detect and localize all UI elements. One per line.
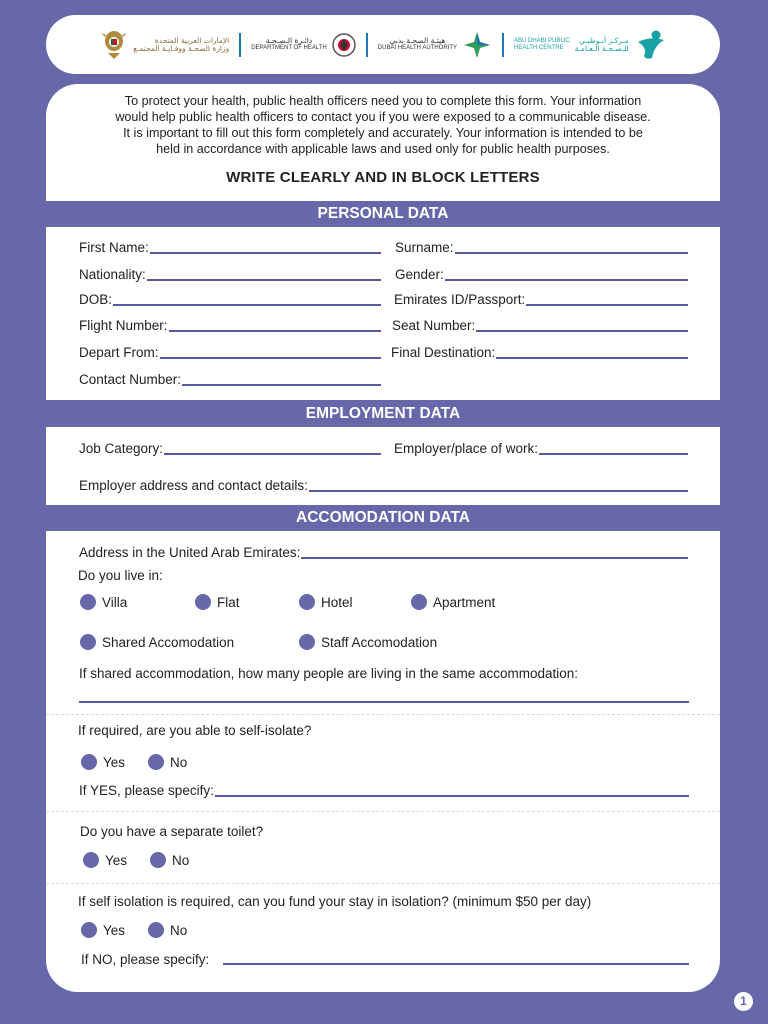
option-label: Flat (217, 594, 240, 610)
if-yes-specify-field[interactable] (79, 780, 689, 798)
job-category-label: Job Category: (79, 441, 164, 456)
logo-divider (502, 33, 504, 57)
option-staff-accommodation[interactable] (299, 634, 437, 650)
dha-logo (378, 30, 492, 60)
moh-arabic-line2: وزارة الصحـة ووقـايـة المجتمـع (133, 43, 230, 53)
option-label: No (170, 754, 188, 770)
doh-arabic: دائـرة الـصـحـة (265, 36, 313, 46)
radio-icon[interactable] (83, 852, 99, 868)
contact-number-field[interactable] (79, 369, 381, 387)
option-label: Yes (105, 852, 128, 868)
employment-data-header: EMPLOYMENT DATA (46, 400, 720, 427)
flight-number-label: Flight Number: (79, 318, 168, 333)
shared-count-question: If shared accommodation, how many people are living in the same accommodation: (79, 666, 579, 681)
moh-arabic-line1: الإمارات العربية المتحدة (154, 35, 230, 45)
if-no-specify-input-line[interactable] (223, 963, 689, 965)
first-name-field[interactable] (79, 237, 381, 255)
radio-icon[interactable] (80, 634, 96, 650)
doh-seal-icon (332, 32, 356, 58)
radio-icon[interactable] (299, 594, 315, 610)
seat-number-field[interactable] (392, 315, 688, 333)
isolate-yes-option[interactable] (81, 754, 125, 770)
gender-label: Gender: (395, 267, 444, 282)
dob-label: DOB: (79, 292, 113, 307)
employer-address-field[interactable] (79, 475, 688, 493)
radio-icon[interactable] (148, 754, 164, 770)
radio-icon[interactable] (80, 594, 96, 610)
depart-from-field[interactable] (79, 342, 381, 360)
fund-isolation-question: If self isolation is required, can you fund your stay in isolation? (minimum $50 per day) (78, 894, 592, 909)
live-in-question: Do you live in: (78, 568, 163, 583)
option-label: Apartment (433, 594, 496, 610)
intro-line: would help public health officers to contact you if you were exposed to a communicable disease. (115, 110, 651, 124)
if-yes-specify-input-line[interactable] (215, 783, 689, 797)
seat-number-input-line[interactable] (476, 318, 688, 332)
option-label: Shared Accomodation (102, 634, 235, 650)
radio-icon[interactable] (148, 922, 164, 938)
separate-toilet-question: Do you have a separate toilet? (80, 824, 264, 839)
option-label: Villa (102, 594, 128, 610)
gender-field[interactable] (395, 264, 688, 282)
dob-input-line[interactable] (113, 292, 381, 306)
option-label: Staff Accomodation (321, 634, 438, 650)
emirates-id-field[interactable] (394, 289, 688, 307)
radio-icon[interactable] (81, 754, 97, 770)
contact-number-input-line[interactable] (182, 372, 381, 386)
final-destination-input-line[interactable] (496, 345, 688, 359)
intro-line: held in accordance with applicable laws and used only for public health purposes. (156, 142, 610, 156)
job-category-field[interactable] (79, 438, 381, 456)
moh-logo (100, 29, 229, 61)
page-number: 1 (734, 992, 753, 1011)
block-letters-instruction: WRITE CLEARLY AND IN BLOCK LETTERS (226, 169, 540, 186)
seat-number-label: Seat Number: (392, 318, 476, 333)
first-name-label: First Name: (79, 240, 149, 255)
uae-emblem-icon (100, 29, 128, 61)
form-card (46, 84, 720, 992)
employer-label: Employer/place of work: (394, 441, 539, 456)
radio-icon[interactable] (150, 852, 166, 868)
employer-address-label: Employer address and contact details: (79, 478, 308, 493)
self-isolate-question: If required, are you able to self-isolate? (78, 723, 312, 738)
if-no-specify-label: If NO, please specify: (81, 952, 210, 967)
intro-line: It is important to fill out this form completely and accurately. Your information is intended to be (123, 126, 643, 140)
contact-number-label: Contact Number: (79, 372, 182, 387)
emirates-id-label: Emirates ID/Passport: (394, 292, 526, 307)
dha-english: DUBAI HEALTH AUTHORITY (377, 45, 458, 52)
adphc-arabic-line1: مـركـز أبـوظبـي (579, 35, 629, 45)
radio-icon[interactable] (299, 634, 315, 650)
option-hotel[interactable] (299, 594, 353, 610)
accommodation-data-header: ACCOMODATION DATA (46, 505, 720, 531)
fund-yes-option[interactable] (81, 922, 125, 938)
adphc-figure-icon (634, 28, 666, 62)
uae-address-input-line[interactable] (301, 545, 688, 559)
option-label: No (170, 922, 188, 938)
nationality-field[interactable] (79, 264, 381, 282)
option-label: No (172, 852, 190, 868)
logo-divider (239, 33, 241, 57)
adphc-logo (514, 28, 666, 62)
toilet-yes-option[interactable] (83, 852, 127, 868)
if-yes-specify-label: If YES, please specify: (79, 783, 214, 798)
option-label: Yes (103, 754, 126, 770)
shared-count-input-line[interactable] (79, 701, 689, 703)
surname-field[interactable] (395, 237, 688, 255)
flight-number-field[interactable] (79, 315, 381, 333)
surname-input-line[interactable] (455, 240, 688, 254)
option-label: Hotel (321, 594, 353, 610)
nationality-input-line[interactable] (147, 267, 381, 281)
doh-logo (251, 32, 356, 58)
employer-address-input-line[interactable] (309, 478, 688, 492)
surname-label: Surname: (395, 240, 454, 255)
employer-field[interactable] (394, 438, 688, 456)
personal-data-header: PERSONAL DATA (46, 201, 720, 227)
final-destination-label: Final Destination: (391, 345, 496, 360)
gender-input-line[interactable] (445, 267, 688, 281)
option-flat[interactable] (195, 594, 240, 610)
logo-header (46, 15, 720, 74)
adphc-arabic-line2: للـصـحـة الـعـامـة (574, 43, 629, 53)
radio-icon[interactable] (195, 594, 211, 610)
option-label: Yes (103, 922, 126, 938)
radio-icon[interactable] (81, 922, 97, 938)
logo-divider (366, 33, 368, 57)
flight-number-input-line[interactable] (169, 318, 381, 332)
nationality-label: Nationality: (79, 267, 146, 282)
adphc-english-line2: HEALTH CENTRE (514, 44, 564, 51)
doh-english: DEPARTMENT OF HEALTH (251, 45, 327, 52)
dob-field[interactable] (79, 289, 381, 307)
radio-icon[interactable] (411, 594, 427, 610)
first-name-input-line[interactable] (150, 240, 381, 254)
depart-from-label: Depart From: (79, 345, 159, 360)
option-villa[interactable] (80, 594, 127, 610)
emirates-id-input-line[interactable] (526, 292, 688, 306)
uae-address-field[interactable] (79, 542, 688, 560)
section-divider (46, 811, 720, 812)
section-divider (46, 883, 720, 884)
isolate-no-option[interactable] (148, 754, 187, 770)
adphc-english-line1: ABU DHABI PUBLIC (514, 38, 570, 45)
section-divider (46, 714, 720, 715)
dha-arabic: هيئـة الصحـة بدبي (389, 36, 446, 46)
uae-address-label: Address in the United Arab Emirates: (79, 545, 301, 560)
toilet-no-option[interactable] (150, 852, 189, 868)
intro-text (46, 93, 720, 157)
intro-line: To protect your health, public health officers need you to complete this form. Your information (124, 94, 642, 108)
fund-no-option[interactable] (148, 922, 187, 938)
dha-star-icon (462, 30, 492, 60)
final-destination-field[interactable] (391, 342, 688, 360)
option-apartment[interactable] (411, 594, 495, 610)
employer-input-line[interactable] (539, 441, 688, 455)
job-category-input-line[interactable] (164, 441, 381, 455)
option-shared-accommodation[interactable] (80, 634, 234, 650)
depart-from-input-line[interactable] (160, 345, 381, 359)
